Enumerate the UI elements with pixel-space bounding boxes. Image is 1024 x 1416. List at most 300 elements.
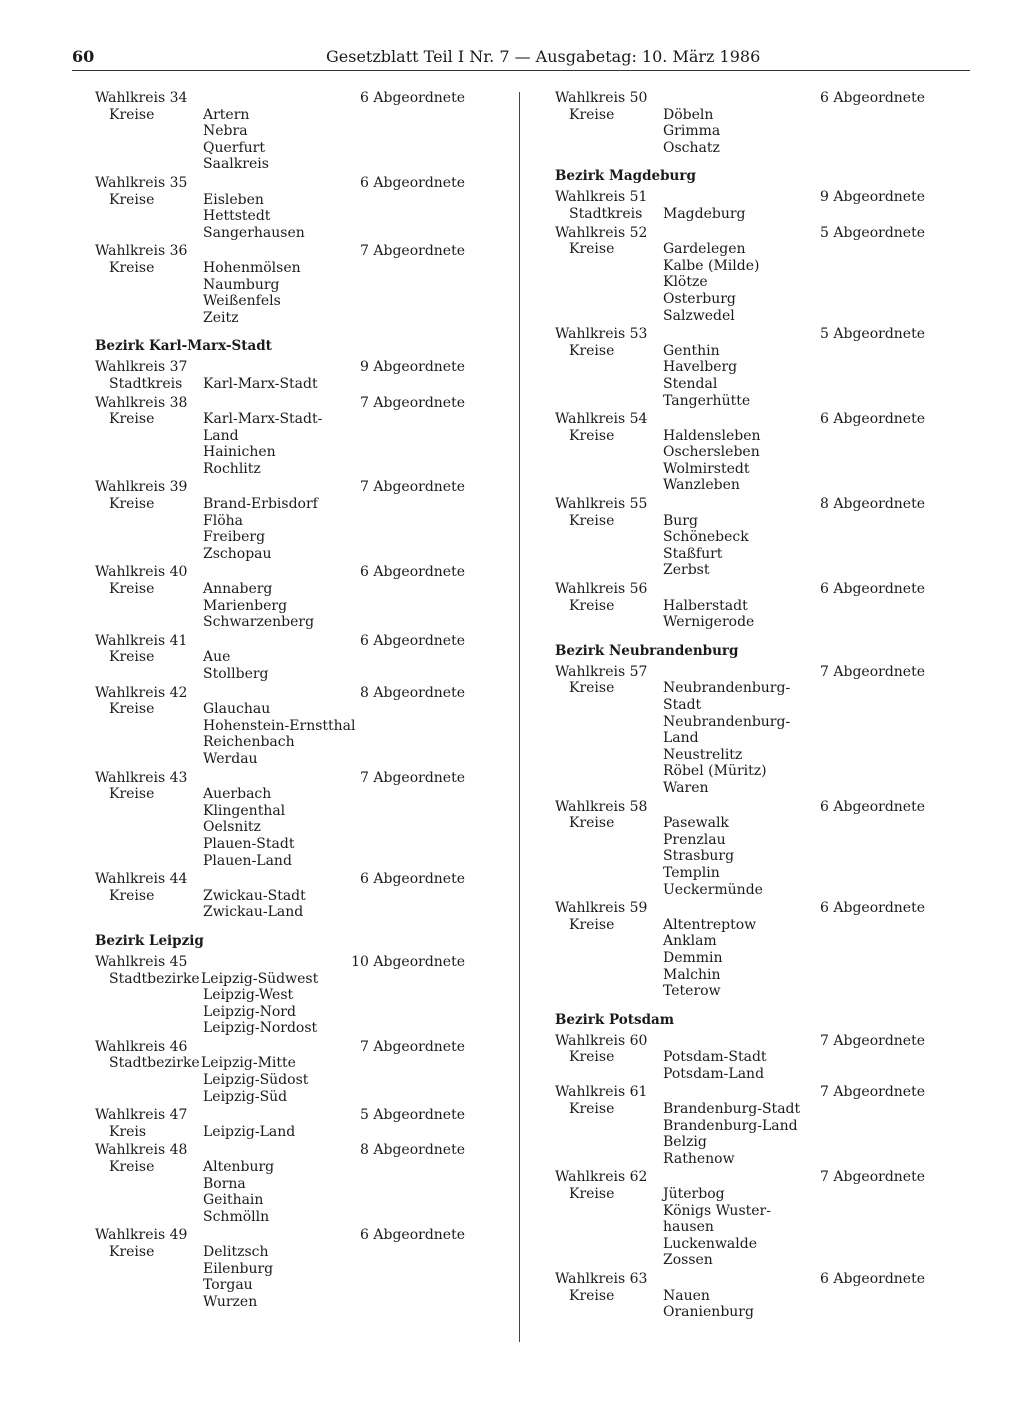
constituency-line xyxy=(555,1186,935,1203)
constituency-line xyxy=(555,1203,935,1220)
constituency-line xyxy=(95,1055,475,1072)
constituency-line xyxy=(95,1261,475,1278)
area-type: Kreise xyxy=(569,815,615,832)
area-name: Land xyxy=(663,730,699,747)
constituency-line xyxy=(95,734,475,751)
area-name: Leipzig-Süd xyxy=(203,1088,288,1105)
constituency-line xyxy=(95,192,475,209)
area-name: Werdau xyxy=(203,750,258,767)
seat-count: 6 Abgeordnete xyxy=(360,632,465,649)
seat-count: 6 Abgeordnete xyxy=(820,900,925,917)
area-name: Brandenburg-Stadt xyxy=(663,1101,801,1118)
constituency-line xyxy=(555,832,935,849)
area-name: Leipzig-Mitte xyxy=(201,1055,296,1072)
area-name: Plauen-Land xyxy=(203,852,292,869)
seat-count: 9 Abgeordnete xyxy=(360,359,465,376)
wahlkreis-header-line xyxy=(95,1039,475,1056)
constituency-line xyxy=(95,310,475,327)
wahlkreis-entry xyxy=(95,1107,475,1140)
area-name: Magdeburg xyxy=(663,205,746,222)
constituency-line xyxy=(555,291,935,308)
constituency-line xyxy=(95,888,475,905)
wahlkreis-title: Wahlkreis 36 xyxy=(95,243,188,260)
constituency-line xyxy=(555,917,935,934)
constituency-line xyxy=(555,562,935,579)
district-heading: Bezirk Potsdam xyxy=(555,1011,675,1028)
wahlkreis-title: Wahlkreis 37 xyxy=(95,359,188,376)
seat-count: 6 Abgeordnete xyxy=(820,411,925,428)
constituency-line xyxy=(555,241,935,258)
wahlkreis-entry xyxy=(555,1084,935,1167)
constituency-line xyxy=(95,461,475,478)
constituency-line xyxy=(95,649,475,666)
wahlkreis-title: Wahlkreis 55 xyxy=(555,496,648,513)
wahlkreis-title: Wahlkreis 56 xyxy=(555,581,648,598)
area-type: Stadtbezirke xyxy=(109,970,200,987)
area-name: Leipzig-Nord xyxy=(203,1003,296,1020)
district-heading: Bezirk Leipzig xyxy=(95,932,204,949)
area-name: Land xyxy=(203,427,239,444)
wahlkreis-entry xyxy=(555,1033,935,1083)
area-name: Altenburg xyxy=(203,1159,275,1176)
constituency-line xyxy=(95,277,475,294)
constituency-line xyxy=(95,1004,475,1021)
area-type: Kreise xyxy=(109,887,155,904)
wahlkreis-title: Wahlkreis 41 xyxy=(95,632,188,649)
area-name: Demmin xyxy=(663,949,723,966)
wahlkreis-title: Wahlkreis 58 xyxy=(555,798,648,815)
constituency-line xyxy=(95,1072,475,1089)
area-type: Kreise xyxy=(569,597,615,614)
area-name: Luckenwalde xyxy=(663,1235,757,1252)
area-name: Hettstedt xyxy=(203,208,271,225)
area-name: Templin xyxy=(663,864,720,881)
constituency-line xyxy=(555,1066,935,1083)
area-name: Leipzig-Land xyxy=(203,1123,296,1140)
constituency-line xyxy=(555,680,935,697)
constituency-line xyxy=(95,786,475,803)
area-name: Schwarzenberg xyxy=(203,614,315,631)
area-type: Stadtbezirke xyxy=(109,1055,200,1072)
area-name: Havelberg xyxy=(663,359,738,376)
wahlkreis-header-line xyxy=(95,685,475,702)
constituency-line xyxy=(555,763,935,780)
wahlkreis-title: Wahlkreis 39 xyxy=(95,479,188,496)
constituency-line xyxy=(555,1252,935,1269)
seat-count: 6 Abgeordnete xyxy=(360,174,465,191)
constituency-line xyxy=(555,513,935,530)
constituency-line xyxy=(555,780,935,797)
wahlkreis-entry xyxy=(555,900,935,1000)
seat-count: 6 Abgeordnete xyxy=(820,798,925,815)
wahlkreis-header-line xyxy=(95,1142,475,1159)
wahlkreis-header-line xyxy=(95,633,475,650)
seat-count: 7 Abgeordnete xyxy=(820,663,925,680)
constituency-line xyxy=(95,1176,475,1193)
area-name: Zerbst xyxy=(663,562,710,579)
area-name: Klötze xyxy=(663,274,708,291)
area-name: Hainichen xyxy=(203,444,276,461)
constituency-line xyxy=(95,208,475,225)
constituency-line xyxy=(555,343,935,360)
constituency-line xyxy=(555,983,935,1000)
constituency-line xyxy=(95,496,475,513)
area-name: Torgau xyxy=(203,1277,253,1294)
area-name: Reichenbach xyxy=(203,734,295,751)
district-heading: Bezirk Karl-Marx-Stadt xyxy=(95,338,272,355)
area-name: Wanzleben xyxy=(663,477,740,494)
area-name: Potsdam-Stadt xyxy=(663,1049,767,1066)
constituency-line xyxy=(95,1244,475,1261)
area-name: Klingenthal xyxy=(203,802,286,819)
left-column xyxy=(95,90,475,1312)
wahlkreis-title: Wahlkreis 40 xyxy=(95,564,188,581)
area-type: Kreise xyxy=(569,1101,615,1118)
area-name: Eisleben xyxy=(203,191,264,208)
constituency-line xyxy=(95,614,475,631)
constituency-line xyxy=(555,815,935,832)
area-name: Stollberg xyxy=(203,666,269,682)
area-name: Glauchau xyxy=(203,701,271,718)
wahlkreis-title: Wahlkreis 44 xyxy=(95,871,188,888)
area-name: Pasewalk xyxy=(663,815,729,832)
constituency-line xyxy=(95,598,475,615)
area-name: Rathenow xyxy=(663,1150,735,1167)
constituency-line xyxy=(95,1277,475,1294)
wahlkreis-header-line xyxy=(95,243,475,260)
header-rule xyxy=(72,70,970,71)
constituency-line xyxy=(555,1151,935,1168)
wahlkreis-entry xyxy=(95,359,475,392)
wahlkreis-entry xyxy=(95,479,475,562)
wahlkreis-header-line xyxy=(95,871,475,888)
wahlkreis-title: Wahlkreis 53 xyxy=(555,326,648,343)
area-name: Annaberg xyxy=(203,581,273,598)
constituency-line xyxy=(555,308,935,325)
constituency-line xyxy=(555,1101,935,1118)
constituency-line xyxy=(555,598,935,615)
constituency-line xyxy=(95,529,475,546)
wahlkreis-title: Wahlkreis 42 xyxy=(95,684,188,701)
constituency-line xyxy=(555,258,935,275)
wahlkreis-header-line xyxy=(95,1107,475,1124)
constituency-line xyxy=(555,950,935,967)
constituency-line xyxy=(555,461,935,478)
constituency-line xyxy=(555,444,935,461)
constituency-line xyxy=(95,123,475,140)
area-name: Zwickau-Stadt xyxy=(203,887,306,904)
wahlkreis-entry xyxy=(555,1169,935,1269)
constituency-line xyxy=(95,1209,475,1226)
area-type: Kreise xyxy=(569,1186,615,1203)
constituency-line xyxy=(555,428,935,445)
wahlkreis-entry xyxy=(95,770,475,870)
area-name: Anklam xyxy=(663,933,717,950)
area-name: Nebra xyxy=(203,123,248,140)
seat-count: 5 Abgeordnete xyxy=(820,326,925,343)
wahlkreis-title: Wahlkreis 47 xyxy=(95,1107,188,1124)
area-name: Marienberg xyxy=(203,597,288,614)
wahlkreis-title: Wahlkreis 38 xyxy=(95,394,188,411)
area-name: Stendal xyxy=(663,375,718,392)
area-name: Oranienburg xyxy=(663,1304,754,1321)
area-name: Karl-Marx-Stadt xyxy=(203,375,318,392)
constituency-line xyxy=(95,581,475,598)
wahlkreis-title: Wahlkreis 43 xyxy=(95,769,188,786)
area-name: Röbel (Müritz) xyxy=(663,763,767,780)
constituency-line xyxy=(95,803,475,820)
area-type: Kreise xyxy=(569,512,615,529)
area-name: Kalbe (Milde) xyxy=(663,257,760,274)
area-name: Eilenburg xyxy=(203,1260,274,1277)
constituency-line xyxy=(555,967,935,984)
wahlkreis-entry xyxy=(95,243,475,326)
constituency-line xyxy=(95,904,475,921)
area-type: Kreise xyxy=(109,581,155,598)
wahlkreis-header-line xyxy=(555,326,935,343)
district-heading: Bezirk Magdeburg xyxy=(555,168,696,185)
constituency-line xyxy=(555,206,935,223)
area-type: Kreise xyxy=(109,106,155,123)
area-name: Wurzen xyxy=(203,1293,258,1310)
area-name: Leipzig-Nordost xyxy=(203,1020,318,1037)
constituency-line xyxy=(555,714,935,731)
wahlkreis-header-line xyxy=(555,90,935,107)
area-name: Sangerhausen xyxy=(203,224,305,241)
seat-count: 7 Abgeordnete xyxy=(360,243,465,260)
seat-count: 10 Abgeordnete xyxy=(351,953,465,970)
area-type: Stadtkreis xyxy=(569,205,643,222)
constituency-line xyxy=(95,444,475,461)
seat-count: 8 Abgeordnete xyxy=(360,684,465,701)
constituency-line xyxy=(95,260,475,277)
area-name: Belzig xyxy=(663,1134,707,1151)
area-name: Naumburg xyxy=(203,276,280,293)
wahlkreis-entry xyxy=(95,633,475,683)
area-type: Kreise xyxy=(569,1287,615,1304)
area-name: Osterburg xyxy=(663,290,736,307)
right-column xyxy=(555,90,935,1323)
constituency-line xyxy=(95,376,475,393)
area-name: Oschatz xyxy=(663,139,720,156)
area-type: Kreise xyxy=(569,916,615,933)
wahlkreis-header-line xyxy=(95,175,475,192)
constituency-line xyxy=(555,1219,935,1236)
constituency-line xyxy=(95,819,475,836)
wahlkreis-entry xyxy=(95,395,475,478)
area-type: Kreise xyxy=(109,411,155,428)
wahlkreis-entry xyxy=(95,954,475,1037)
area-name: Neustrelitz xyxy=(663,746,743,763)
page-number: 60 xyxy=(72,47,95,66)
area-name: Genthin xyxy=(663,342,720,359)
area-name: Zeitz xyxy=(203,309,239,326)
area-name: Neubrandenburg- xyxy=(663,680,791,697)
wahlkreis-header-line xyxy=(555,581,935,598)
wahlkreis-header-line xyxy=(555,411,935,428)
seat-count: 6 Abgeordnete xyxy=(820,581,925,598)
constituency-line xyxy=(95,140,475,157)
area-name: Wernigerode xyxy=(663,614,755,631)
constituency-line xyxy=(555,140,935,157)
constituency-line xyxy=(95,1089,475,1106)
area-name: Freiberg xyxy=(203,529,266,546)
constituency-line xyxy=(95,1020,475,1037)
wahlkreis-entry xyxy=(555,581,935,631)
area-type: Kreis xyxy=(109,1123,147,1140)
wahlkreis-header-line xyxy=(555,496,935,513)
area-name: Neubrandenburg- xyxy=(663,713,791,730)
area-name: Staßfurt xyxy=(663,545,723,562)
constituency-line xyxy=(555,1304,935,1321)
area-name: Rochlitz xyxy=(203,460,261,477)
area-name: Malchin xyxy=(663,966,721,983)
wahlkreis-header-line xyxy=(555,1169,935,1186)
area-name: hausen xyxy=(663,1219,714,1236)
seat-count: 7 Abgeordnete xyxy=(360,769,465,786)
constituency-line xyxy=(95,293,475,310)
seat-count: 7 Abgeordnete xyxy=(360,1038,465,1055)
area-name: Halberstadt xyxy=(663,597,748,614)
area-name: Oschersleben xyxy=(663,444,760,461)
constituency-line xyxy=(555,865,935,882)
wahlkreis-entry xyxy=(555,411,935,494)
constituency-line xyxy=(95,987,475,1004)
area-name: Brand-Erbisdorf xyxy=(203,496,318,513)
constituency-line xyxy=(555,529,935,546)
seat-count: 7 Abgeordnete xyxy=(360,394,465,411)
area-name: Auerbach xyxy=(203,786,272,803)
wahlkreis-header-line xyxy=(95,90,475,107)
area-name: Karl-Marx-Stadt- xyxy=(203,411,323,428)
wahlkreis-title: Wahlkreis 45 xyxy=(95,953,188,970)
wahlkreis-entry xyxy=(95,90,475,173)
area-type: Kreise xyxy=(109,1244,155,1260)
seat-count: 7 Abgeordnete xyxy=(820,1084,925,1101)
area-name: Döbeln xyxy=(663,106,714,123)
area-name: Brandenburg-Land xyxy=(663,1117,798,1134)
wahlkreis-title: Wahlkreis 63 xyxy=(555,1271,648,1287)
wahlkreis-header-line xyxy=(95,954,475,971)
wahlkreis-header-line xyxy=(95,564,475,581)
wahlkreis-title: Wahlkreis 48 xyxy=(95,1142,188,1159)
wahlkreis-header-line xyxy=(555,225,935,242)
wahlkreis-entry xyxy=(555,225,935,325)
area-name: Jüterbog xyxy=(663,1186,725,1203)
area-name: Grimma xyxy=(663,123,721,140)
constituency-line xyxy=(95,1192,475,1209)
constituency-line xyxy=(95,546,475,563)
area-name: Königs Wuster- xyxy=(663,1202,771,1219)
constituency-line xyxy=(95,1294,475,1311)
constituency-line xyxy=(555,393,935,410)
area-name: Potsdam-Land xyxy=(663,1065,765,1082)
wahlkreis-entry xyxy=(95,175,475,241)
area-name: Hohenmölsen xyxy=(203,259,301,276)
seat-count: 7 Abgeordnete xyxy=(820,1032,925,1049)
area-type: Kreise xyxy=(109,649,155,666)
area-name: Burg xyxy=(663,512,698,529)
constituency-line xyxy=(555,107,935,124)
seat-count: 5 Abgeordnete xyxy=(820,224,925,241)
area-type: Kreise xyxy=(109,701,155,718)
constituency-line xyxy=(95,156,475,173)
area-name: Zwickau-Land xyxy=(203,904,304,921)
constituency-line xyxy=(95,718,475,735)
wahlkreis-title: Wahlkreis 51 xyxy=(555,189,648,206)
constituency-line xyxy=(555,1288,935,1305)
area-name: Altentreptow xyxy=(663,916,757,933)
wahlkreis-header-line xyxy=(555,900,935,917)
district-heading: Bezirk Neubrandenburg xyxy=(555,642,739,659)
wahlkreis-title: Wahlkreis 54 xyxy=(555,411,648,428)
area-name: Leipzig-Südost xyxy=(203,1072,309,1089)
area-name: Hohenstein-Ernstthal xyxy=(203,717,356,734)
wahlkreis-entry xyxy=(555,664,935,797)
seat-count: 7 Abgeordnete xyxy=(820,1169,925,1186)
constituency-line xyxy=(555,747,935,764)
wahlkreis-title: Wahlkreis 35 xyxy=(95,174,188,191)
area-type: Kreise xyxy=(569,241,615,258)
wahlkreis-title: Wahlkreis 60 xyxy=(555,1032,648,1049)
wahlkreis-entry xyxy=(555,90,935,156)
area-name: Haldensleben xyxy=(663,427,761,444)
constituency-line xyxy=(95,411,475,428)
area-name: Zossen xyxy=(663,1252,713,1269)
wahlkreis-entry xyxy=(555,1271,935,1321)
wahlkreis-entry xyxy=(95,1142,475,1225)
constituency-line xyxy=(95,428,475,445)
area-type: Kreise xyxy=(109,496,155,513)
wahlkreis-entry xyxy=(555,189,935,222)
wahlkreis-entry xyxy=(555,496,935,579)
area-name: Zschopau xyxy=(203,545,272,562)
wahlkreis-title: Wahlkreis 46 xyxy=(95,1038,188,1055)
area-name: Oelsnitz xyxy=(203,819,261,836)
area-name: Leipzig-Südwest xyxy=(201,970,319,987)
constituency-line xyxy=(555,123,935,140)
area-type: Kreise xyxy=(569,342,615,359)
area-type: Kreise xyxy=(569,680,615,697)
area-name: Flöha xyxy=(203,512,243,529)
constituency-line xyxy=(555,359,935,376)
area-name: Schmölln xyxy=(203,1208,270,1225)
area-type: Kreise xyxy=(109,191,155,208)
wahlkreis-header-line xyxy=(555,664,935,681)
area-name: Wolmirstedt xyxy=(663,460,750,477)
constituency-line xyxy=(555,477,935,494)
area-type: Kreise xyxy=(569,1049,615,1066)
constituency-line xyxy=(555,730,935,747)
page-header-title: Gesetzblatt Teil I Nr. 7 — Ausgabetag: 10. März 1986 xyxy=(326,47,761,66)
column-divider xyxy=(519,92,520,1342)
area-name: Querfurt xyxy=(203,139,265,156)
area-name: Nauen xyxy=(663,1287,710,1304)
wahlkreis-entry xyxy=(95,871,475,921)
area-name: Salzwedel xyxy=(663,307,735,324)
constituency-line xyxy=(95,853,475,870)
seat-count: 6 Abgeordnete xyxy=(360,1227,465,1244)
constituency-line xyxy=(555,882,935,899)
constituency-line xyxy=(555,1236,935,1253)
constituency-line xyxy=(95,1124,475,1141)
constituency-line xyxy=(555,614,935,631)
area-name: Plauen-Stadt xyxy=(203,835,295,852)
area-name: Saalkreis xyxy=(203,156,269,173)
area-name: Artern xyxy=(203,106,250,123)
wahlkreis-entry xyxy=(555,326,935,409)
wahlkreis-header-line xyxy=(95,479,475,496)
